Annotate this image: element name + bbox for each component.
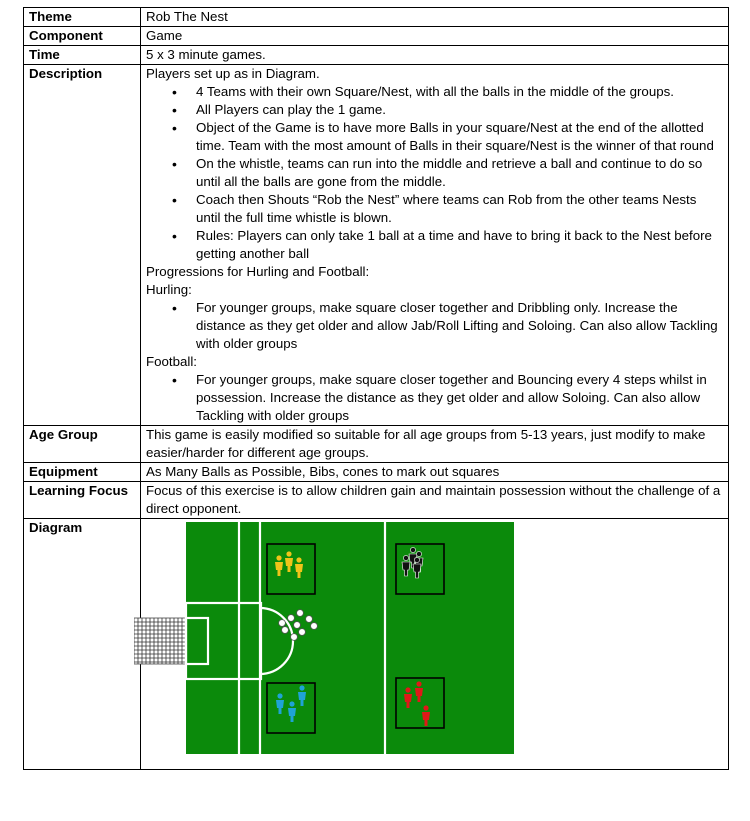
row-theme	[24, 8, 729, 27]
row-component	[24, 27, 729, 46]
ball-icon	[299, 629, 306, 636]
list-item: • Rules: Players can only take 1 ball at a time and have to bring it back to the Nest before getting another ball	[196, 227, 723, 263]
ball-icon	[279, 620, 286, 627]
description-label: Description	[24, 65, 141, 426]
list-item: • All Players can play the 1 game.	[196, 101, 723, 119]
hurling-heading: Hurling:	[146, 282, 192, 297]
ball-icon	[294, 622, 301, 629]
learning-focus-value: Focus of this exercise is to allow children gain and maintain possession without the challenge of a direct opponent.	[141, 482, 729, 519]
equipment-label: Equipment	[24, 463, 141, 482]
description-bullets	[146, 83, 723, 263]
learning-focus-label: Learning Focus	[24, 482, 141, 519]
row-age-group	[24, 426, 729, 463]
row-time	[24, 46, 729, 65]
list-item: • Coach then Shouts “Rob the Nest” where teams can Rob from the other teams Nests until the full time whistle is blown.	[196, 191, 723, 227]
row-description	[24, 65, 729, 426]
hurling-bullets	[146, 299, 723, 353]
list-item: • For younger groups, make square closer together and Dribbling only. Increase the distance as they get older and allow Jab/Roll Lifting and Soloing. Can also allow Tackling with older groups	[196, 299, 723, 353]
component-label: Component	[24, 27, 141, 46]
list-item: • For younger groups, make square closer together and Bouncing every 4 steps whilst in possession. Increase the distance as they get older and allow Soloing. Can also allow Tackling with older groups	[196, 371, 723, 425]
list-item: • On the whistle, teams can run into the middle and retrieve a ball and continue to do so until all the balls are gone from the middle.	[196, 155, 723, 191]
ball-icon	[306, 616, 313, 623]
session-plan-table	[23, 7, 729, 770]
age-group-value: This game is easily modified so suitable for all age groups from 5-13 years, just modify to make easier/harder for different age groups.	[141, 426, 729, 463]
pitch-diagram	[134, 522, 526, 754]
ball-icon	[291, 634, 298, 641]
ball-icon	[297, 610, 304, 617]
time-label: Time	[24, 46, 141, 65]
row-equipment	[24, 463, 729, 482]
ball-icon	[311, 623, 318, 630]
pitch-surface	[186, 522, 514, 754]
description-intro: Players set up as in Diagram.	[146, 66, 320, 81]
football-bullets	[146, 371, 723, 425]
theme-label: Theme	[24, 8, 141, 27]
diagram-label: Diagram	[24, 519, 141, 770]
description-value	[141, 65, 729, 426]
goal-net-icon	[134, 618, 186, 664]
progressions-heading: Progressions for Hurling and Football:	[146, 264, 370, 279]
theme-value: Rob The Nest	[141, 8, 729, 27]
diagram-cell	[141, 519, 729, 770]
row-diagram	[24, 519, 729, 770]
time-value: 5 x 3 minute games.	[141, 46, 729, 65]
list-item: • Object of the Game is to have more Balls in your square/Nest at the end of the allotted time. Team with the most amount of Balls in their square/Nest is the winner of that round	[196, 119, 723, 155]
component-value: Game	[141, 27, 729, 46]
ball-icon	[282, 627, 289, 634]
list-item: • 4 Teams with their own Square/Nest, with all the balls in the middle of the groups.	[196, 83, 723, 101]
equipment-value: As Many Balls as Possible, Bibs, cones to mark out squares	[141, 463, 729, 482]
row-learning-focus	[24, 482, 729, 519]
ball-icon	[288, 615, 295, 622]
football-heading: Football:	[146, 354, 197, 369]
age-group-label: Age Group	[24, 426, 141, 463]
